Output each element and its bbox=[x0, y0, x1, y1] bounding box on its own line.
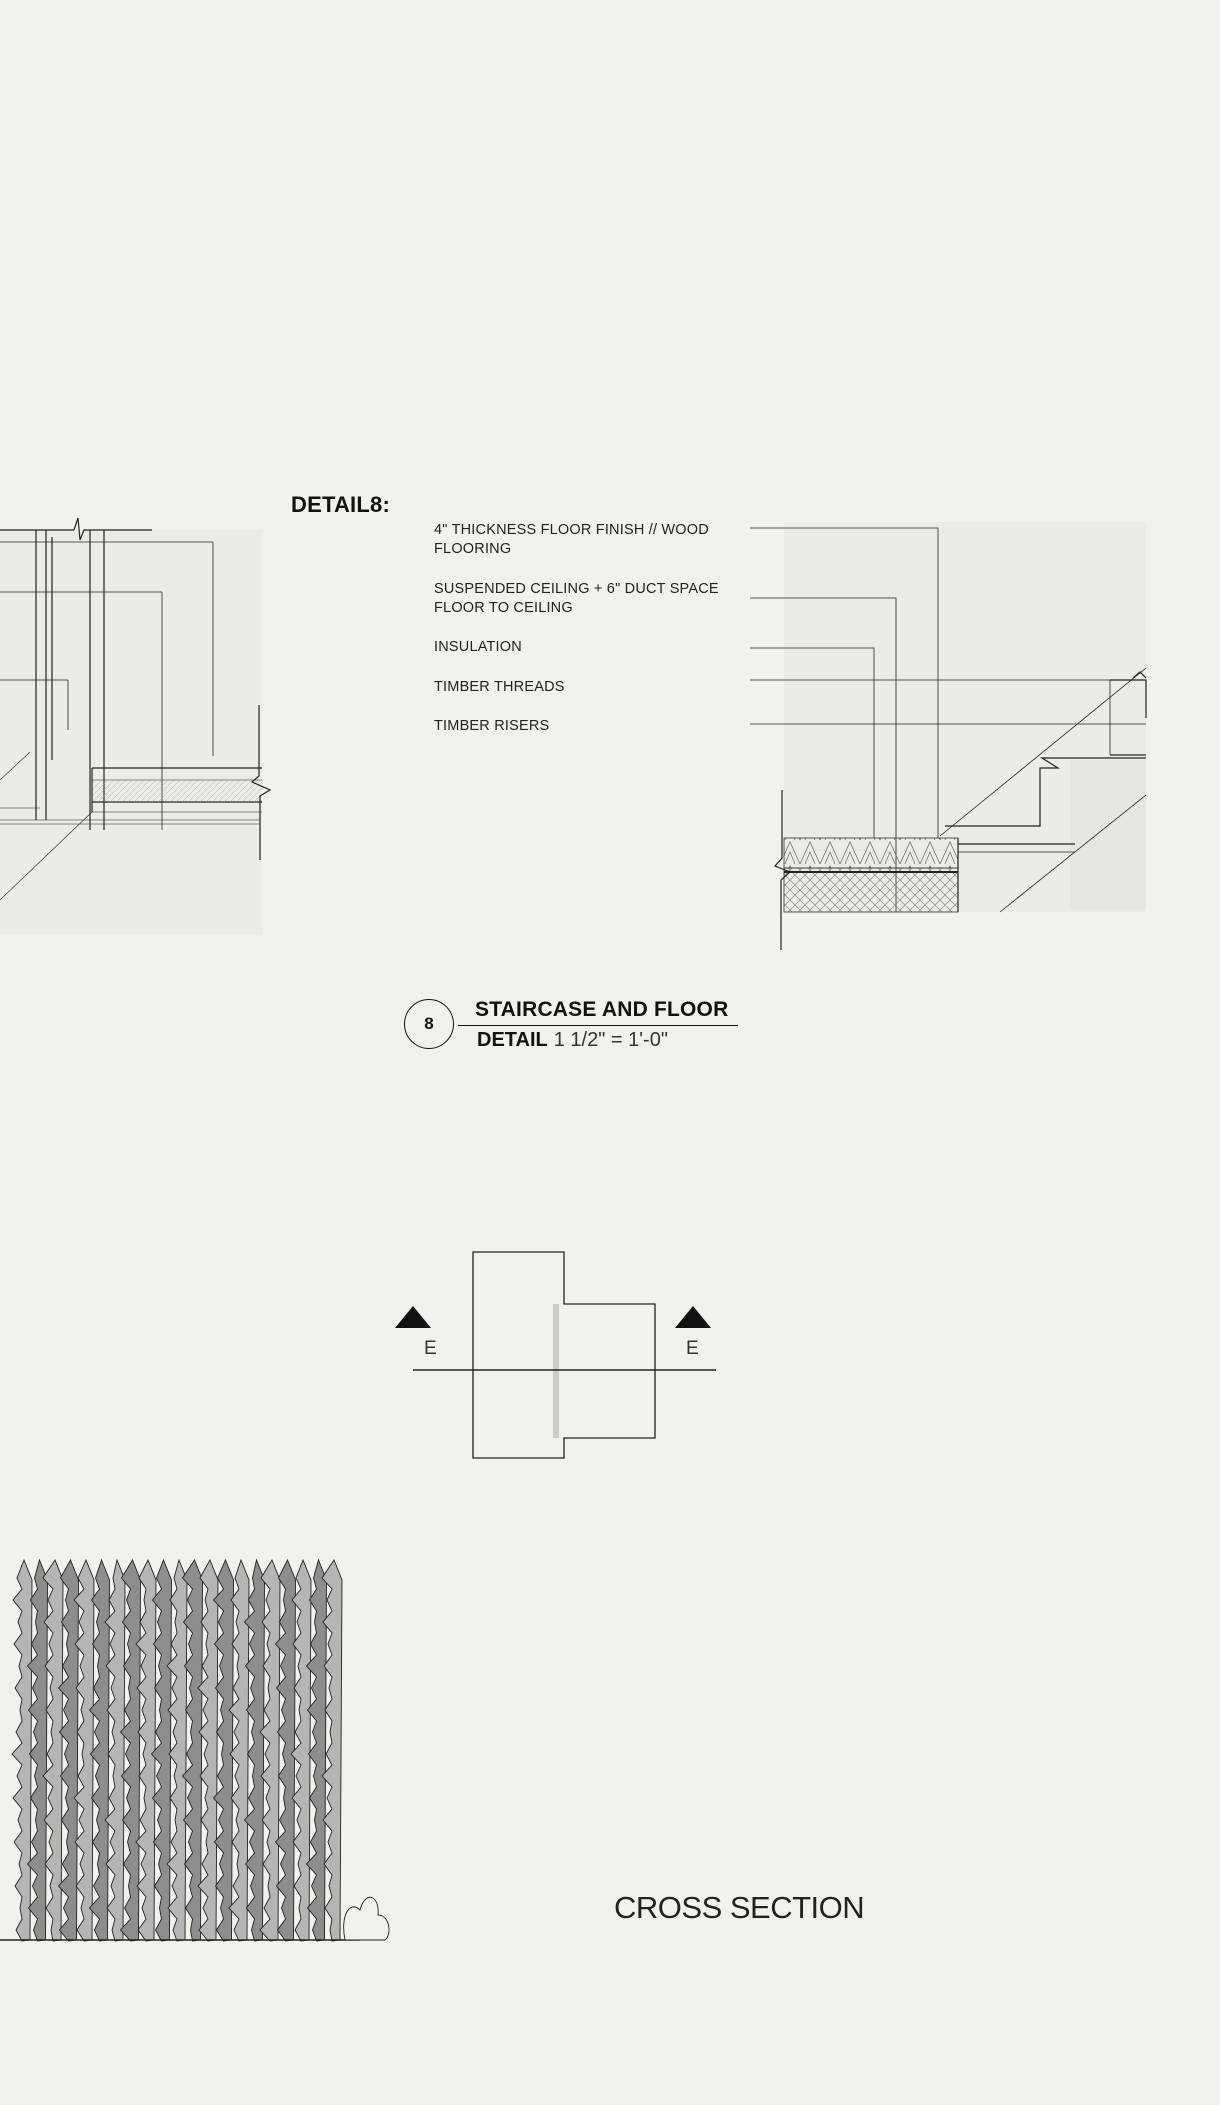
title-underline bbox=[458, 1025, 738, 1026]
legend-line: INSULATION bbox=[434, 639, 522, 655]
staircase-detail-drawing bbox=[750, 522, 1146, 950]
cut-arrow-left-icon bbox=[395, 1306, 431, 1328]
elevation-drawing bbox=[0, 1560, 389, 1941]
cross-section-label: CROSS SECTION bbox=[614, 1890, 865, 1925]
key-plan bbox=[395, 1252, 716, 1458]
detail-title: STAIRCASE AND FLOOR bbox=[475, 998, 729, 1021]
detail-subtitle-label: DETAIL bbox=[477, 1029, 548, 1051]
cut-arrow-right-icon bbox=[675, 1306, 711, 1328]
detail-number-badge: 8 bbox=[404, 999, 454, 1049]
legend-line: FLOOR TO CEILING bbox=[434, 600, 573, 616]
legend-item-suspended-ceiling bbox=[434, 580, 719, 618]
shrub-icon bbox=[344, 1897, 389, 1940]
left-detail-drawing bbox=[0, 518, 270, 935]
legend-line: 4" THICKNESS FLOOR FINISH // WOOD bbox=[434, 522, 709, 538]
legend-line: TIMBER RISERS bbox=[434, 718, 550, 734]
legend-item-timber-threads bbox=[434, 678, 565, 697]
legend-line: TIMBER THREADS bbox=[434, 679, 565, 695]
detail-scale: 1 1/2" = 1'-0" bbox=[553, 1029, 668, 1051]
detail-heading: DETAIL8: bbox=[291, 492, 390, 517]
legend-item-floor-finish bbox=[434, 521, 709, 559]
detail-subtitle bbox=[477, 1029, 668, 1052]
cut-label-left: E bbox=[424, 1338, 437, 1359]
elevation-fin bbox=[12, 1560, 32, 1941]
legend-item-insulation bbox=[434, 638, 522, 657]
legend-item-timber-risers bbox=[434, 717, 549, 736]
legend-line: FLOORING bbox=[434, 541, 512, 557]
legend-line: SUSPENDED CEILING + 6" DUCT SPACE bbox=[434, 581, 719, 597]
cut-label-right: E bbox=[686, 1338, 699, 1359]
